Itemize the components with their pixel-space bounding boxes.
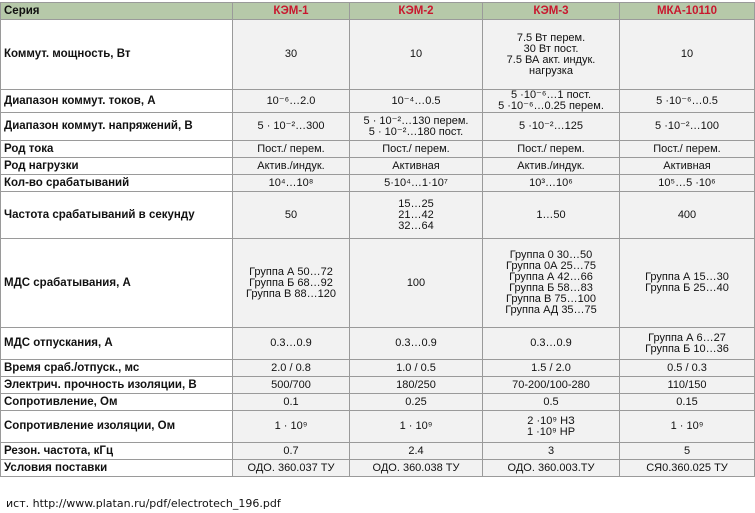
cell-kem-2 [350,90,483,113]
cell-kem-3 [483,141,620,158]
row-operations-count [1,175,755,192]
column-header-kem-1: КЭМ-1 [233,3,350,20]
row-operate-release-time [1,360,755,377]
cell-line: 30 Вт пост. [523,42,579,55]
cell-line: 10⁵…5 ·10⁶ [658,176,716,189]
cell-line: Группа 0 30…50 [509,249,593,261]
cell-kem-3 [483,460,620,477]
cell-line: СЯ0.360.025 ТУ [646,461,728,474]
cell-line: 2.0 / 0.8 [271,361,311,374]
cell-kem-3 [483,90,620,113]
cell-kem-2 [350,394,483,411]
cell-kem-3 [483,192,620,239]
cell-line: Актив./индук. [517,159,585,172]
cell-kem-2 [350,360,483,377]
cell-kem-3 [483,158,620,175]
cell-kem-1 [233,394,350,411]
cell-kem-1 [233,175,350,192]
cell-line: 1 · 10⁹ [399,420,433,432]
cell-kem-1 [233,377,350,394]
cell-kem-3 [483,360,620,377]
cell-line: 10⁻⁴…0.5 [391,94,441,107]
cell-kem-2 [350,175,483,192]
row-label: Род нагрузки [1,158,233,175]
cell-kem-1 [233,141,350,158]
cell-line: 10³…10⁶ [529,176,573,189]
cell-line: 110/150 [667,378,707,391]
cell-kem-3 [483,20,620,90]
cell-mka-10110 [620,141,755,158]
cell-line: нагрузка [529,64,573,77]
cell-line: Группа Б 10…36 [645,342,729,355]
cell-line: Группа А 6…27 [648,331,726,344]
row-switching-current-range [1,90,755,113]
cell-line: 0.15 [676,395,698,408]
row-delivery-conditions [1,460,755,477]
cell-line: 5 ·10⁻⁶…0.25 перем. [498,100,604,112]
cell-line: 0.3…0.9 [270,337,312,349]
cell-line: 10⁴…10⁸ [268,176,314,189]
cell-kem-3 [483,394,620,411]
row-label: Сопротивление изоляции, Ом [1,411,233,443]
cell-line: Группа Б 58…83 [509,282,593,294]
cell-kem-1 [233,90,350,113]
row-insulation-resistance [1,411,755,443]
row-insulation-strength [1,377,755,394]
cell-line: 10⁻⁶…2.0 [266,94,316,107]
cell-kem-3 [483,377,620,394]
row-label: Диапазон коммут. токов, А [1,90,233,113]
cell-mka-10110 [620,113,755,141]
row-load-type [1,158,755,175]
cell-line: 0.25 [405,395,427,408]
row-label: Условия поставки [1,460,233,477]
cell-line: 5 · 10⁻²…180 пост. [368,125,464,138]
cell-mka-10110 [620,394,755,411]
cell-line: 50 [284,208,298,221]
cell-line: 7.5 ВА акт. индук. [506,53,596,66]
cell-kem-1 [233,360,350,377]
cell-kem-1 [233,328,350,360]
cell-kem-3 [483,175,620,192]
cell-line: Пост./ перем. [517,142,585,155]
cell-kem-1 [233,113,350,141]
row-label: МДС срабатывания, А [1,239,233,328]
cell-line: 1 ·10⁹ НР [526,425,576,438]
cell-kem-2 [350,141,483,158]
cell-line: 21…42 [398,208,434,221]
cell-line: 2 ·10⁹ НЗ [527,414,575,427]
cell-kem-2 [350,20,483,90]
row-label: Коммут. мощность, Вт [1,20,233,90]
cell-line: 0.3…0.9 [530,337,572,349]
cell-kem-2 [350,411,483,443]
cell-line: 0.3…0.9 [395,337,437,349]
cell-kem-3 [483,411,620,443]
cell-line: 5 ·10⁻⁶…0.5 [656,94,718,107]
cell-line: 5 [683,444,691,457]
cell-line: 5 · 10⁻²…300 [257,120,325,132]
cell-kem-2 [350,460,483,477]
row-label: Род тока [1,141,233,158]
cell-mka-10110 [620,411,755,443]
row-operation-frequency [1,192,755,239]
cell-line: 1 · 10⁹ [274,420,308,432]
row-pull-in-mmf [1,239,755,328]
row-current-type [1,141,755,158]
cell-line: 180/250 [396,378,436,391]
cell-mka-10110 [620,158,755,175]
cell-line: Группа Б 68…92 [249,276,333,289]
cell-kem-3 [483,113,620,141]
cell-line: Пост./ перем. [382,142,450,155]
cell-kem-2 [350,158,483,175]
cell-mka-10110 [620,443,755,460]
cell-mka-10110 [620,20,755,90]
cell-mka-10110 [620,90,755,113]
row-label: Частота срабатываний в секунду [1,192,233,239]
column-header-mka-10110: МКА-10110 [620,3,755,20]
cell-line: 7.5 Вт перем. [516,31,586,44]
cell-line: 5 · 10⁻²…130 перем. [363,114,469,127]
cell-line: 0.5 [543,395,559,408]
cell-kem-1 [233,20,350,90]
cell-mka-10110 [620,377,755,394]
cell-line: 5 ·10⁻²…100 [655,120,719,132]
cell-kem-2 [350,443,483,460]
cell-line: ОДО. 360.003.ТУ [507,461,595,474]
cell-mka-10110 [620,239,755,328]
cell-line: 2.4 [408,444,424,457]
cell-line: 1.5 / 2.0 [531,361,571,374]
cell-kem-2 [350,328,483,360]
row-resistance [1,394,755,411]
cell-line: Группа А 15…30 [645,271,729,283]
cell-line: ОДО. 360.037 ТУ [247,461,335,474]
cell-line: Пост./ перем. [653,142,721,155]
cell-mka-10110 [620,460,755,477]
cell-line: Группа В 88…120 [246,287,336,300]
cell-line: Группа Б 25…40 [645,282,729,294]
cell-line: Группа А 50…72 [249,265,333,278]
spec-body [1,20,755,477]
cell-kem-1 [233,460,350,477]
cell-line: 1 · 10⁹ [670,420,704,432]
cell-kem-1 [233,239,350,328]
relay-spec-table [0,2,755,477]
cell-kem-3 [483,443,620,460]
cell-line: 0.7 [283,444,299,457]
cell-line: 400 [677,208,697,221]
column-header-kem-3: КЭМ-3 [483,3,620,20]
cell-line: ОДО. 360.038 ТУ [372,461,460,474]
cell-line: 1.0 / 0.5 [396,361,436,374]
cell-mka-10110 [620,192,755,239]
cell-line: Активная [392,159,440,172]
cell-line: 3 [547,444,555,457]
cell-kem-2 [350,377,483,394]
header-row [1,3,755,20]
row-drop-out-mmf [1,328,755,360]
cell-line: 500/700 [271,378,311,391]
series-header: Серия [1,3,233,20]
cell-kem-1 [233,443,350,460]
cell-line: Группа А 42…66 [509,271,593,283]
cell-line: 100 [406,276,426,289]
cell-kem-2 [350,239,483,328]
cell-line: 15…25 [398,197,434,210]
row-label: Диапазон коммут. напряжений, В [1,113,233,141]
cell-line: Активная [663,159,711,172]
cell-mka-10110 [620,360,755,377]
cell-line: 5 ·10⁻⁶…1 пост. [510,89,592,101]
cell-kem-2 [350,192,483,239]
column-header-kem-2: КЭМ-2 [350,3,483,20]
cell-line: Группа АД 35…75 [505,304,597,316]
cell-line: 5·10⁴…1·10⁷ [384,176,448,189]
row-switching-power [1,20,755,90]
cell-line: 32…64 [398,219,434,232]
cell-line: 10 [409,48,423,60]
cell-kem-3 [483,239,620,328]
cell-kem-1 [233,192,350,239]
row-resonant-frequency [1,443,755,460]
cell-kem-2 [350,113,483,141]
cell-line: 0.1 [283,395,299,408]
source-caption: ист. http://www.platan.ru/pdf/electrotech_196.pdf [6,497,281,510]
cell-kem-3 [483,328,620,360]
row-label: Время сраб./отпуск., мс [1,360,233,377]
cell-line: 1…50 [536,208,566,221]
cell-line: 70-200/100-280 [512,378,590,391]
cell-line: Группа 0А 25…75 [506,260,596,272]
row-switching-voltage-range [1,113,755,141]
cell-line: Актив./индук. [257,159,325,172]
row-label: Резон. частота, кГц [1,443,233,460]
row-label: Кол-во срабатываний [1,175,233,192]
cell-line: 30 [284,48,298,60]
cell-line: Пост./ перем. [257,142,325,155]
cell-line: Группа В 75…100 [506,293,596,305]
cell-line: 0.5 / 0.3 [667,361,707,374]
row-label: Электрич. прочность изоляции, В [1,377,233,394]
row-label: Сопротивление, Ом [1,394,233,411]
cell-line: 5 ·10⁻²…125 [519,120,583,132]
cell-mka-10110 [620,175,755,192]
cell-mka-10110 [620,328,755,360]
cell-line: 10 [680,48,694,60]
row-label: МДС отпускания, А [1,328,233,360]
cell-kem-1 [233,158,350,175]
cell-kem-1 [233,411,350,443]
